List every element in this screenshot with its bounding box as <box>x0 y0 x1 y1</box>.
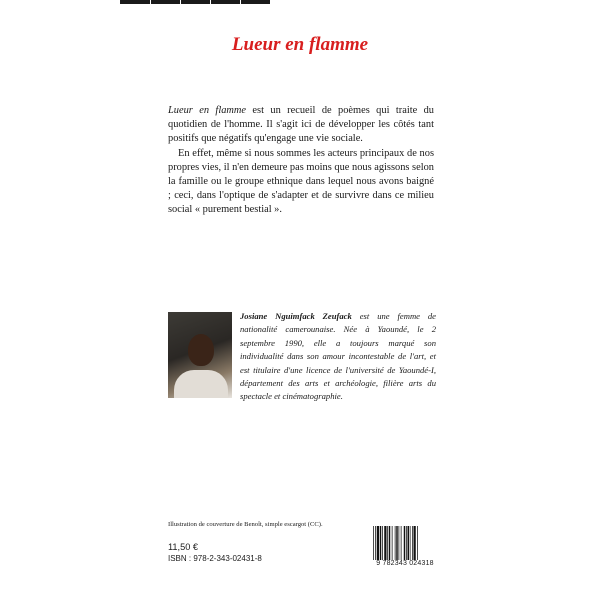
author-photo <box>168 312 232 398</box>
isbn: ISBN : 978-2-343-02431-8 <box>168 554 262 563</box>
top-edge-bar <box>120 0 270 4</box>
barcode-bars <box>372 526 438 560</box>
author-bio-text: est une femme de nationalité camerounaise. Née à Yaoundé, le 2 septembre 1990, elle a toujours marqué son individualité dans son amour incontestable de l'art, et est titulaire d'une licence de l'université de Yaoundé-I, département des arts et archéologie, filière arts du spectacle et cinématographie. <box>240 311 436 402</box>
author-shirt <box>174 370 228 398</box>
author-bio <box>240 310 436 404</box>
author-face <box>188 334 214 366</box>
price: 11,50 € <box>168 542 198 552</box>
blurb-title-italic: Lueur en flamme <box>168 105 247 116</box>
blurb-paragraph-1-text: est un recueil de poèmes qui traite du quotidien de l'homme. Il s'agit ici de développer les côtés tant positifs que négatifs qu'engage une vie sociale. <box>168 105 434 145</box>
cover-credit: Illustration de couverture de Benoît, simple escargot (CC). <box>168 521 323 528</box>
blurb-paragraph-1 <box>168 104 434 147</box>
author-name: Josiane Nguimfack Zeufack <box>240 311 352 321</box>
book-title: Lueur en flamme <box>231 34 369 55</box>
book-blurb <box>168 104 434 218</box>
barcode-number: 9 782343 024318 <box>376 560 434 567</box>
blurb-paragraph-2: En effet, même si nous sommes les acteurs principaux de nos propres vies, il n'en demeure pas moins que nous agissons selon la famille ou le groupe ethnique dans lequel nous avons baigné ; ceci, dans l'optique de s'adapter et de survivre dans ce milieu social « purement bestial ». <box>168 147 434 216</box>
